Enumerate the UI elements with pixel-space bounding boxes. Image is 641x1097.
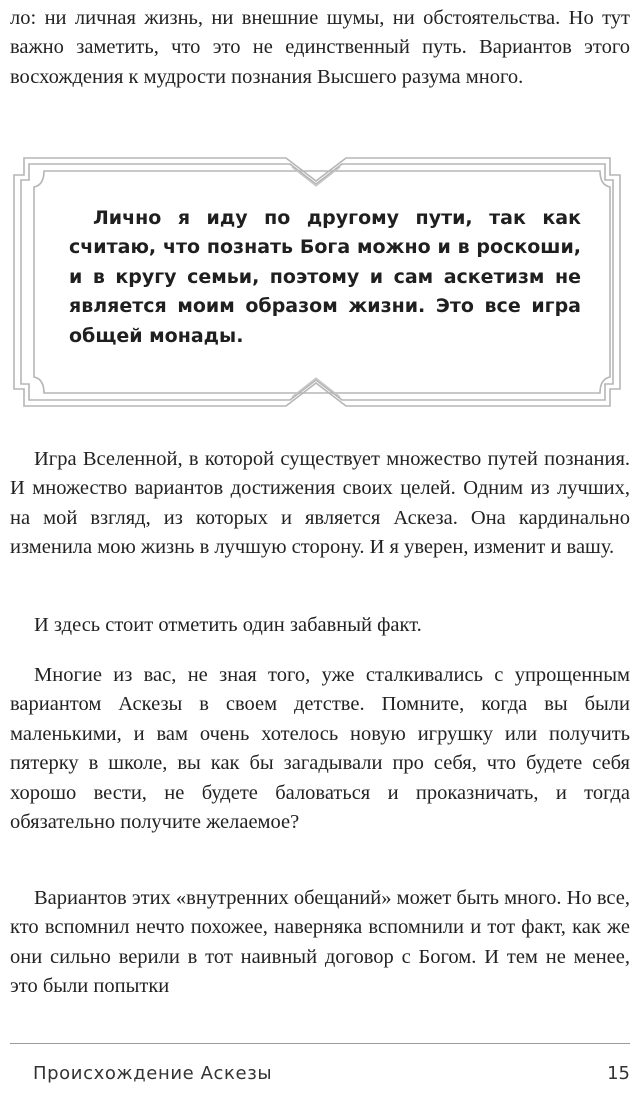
running-footer-title: Происхождение Аскезы <box>33 1063 273 1084</box>
page-number: 15 <box>607 1063 630 1084</box>
paragraph-game: Игра Вселенной, в которой существует множество путей познания. И множество вариантов достижения своих целей. Одним из лучших, на мой взгляд, из которых и является Аскеза. Она кардинально изменила мою жизнь в лучшую сторону. И я уверен, изменит и вашу. <box>10 448 630 559</box>
paragraph-intro: ло: ни личная жизнь, ни внешние шумы, ни обстоятельства. Но тут важно заметить, что это не единственный путь. Вариантов этого восхождения к мудрости познания Высшего разума много. <box>10 7 630 88</box>
quote-box <box>10 157 632 409</box>
footer-divider <box>10 1043 630 1044</box>
paragraph-many-of-you: Многие из вас, не зная того, уже сталкивались с упрощенным вариантом Аскезы в своем детстве. Помните, когда вы были маленькими, и вам очень хотелось новую игрушку или получить пятерку в школе, вы как бы загадывали про себя, что будете себя хорошо вести, не будете баловаться и проказничать, и тогда обязательно получите желаемое? <box>10 664 630 834</box>
paragraph-variants: Вариантов этих «внутренних обещаний» может быть много. Но все, кто вспомнил нечто похожее, наверняка вспомнили и тот факт, как же они сильно верили в тот наивный договор с Богом. И тем не менее, это были попытки <box>10 887 630 998</box>
paragraph-fun-fact: И здесь стоит отметить один забавный факт. <box>34 614 422 636</box>
quote-text: Лично я иду по другому пути, так как считаю, что познать Бога можно и в роскоши, и в кругу семьи, поэтому и сам аскетизм не является моим образом жизни. Это все игра общей монады. <box>69 207 581 347</box>
